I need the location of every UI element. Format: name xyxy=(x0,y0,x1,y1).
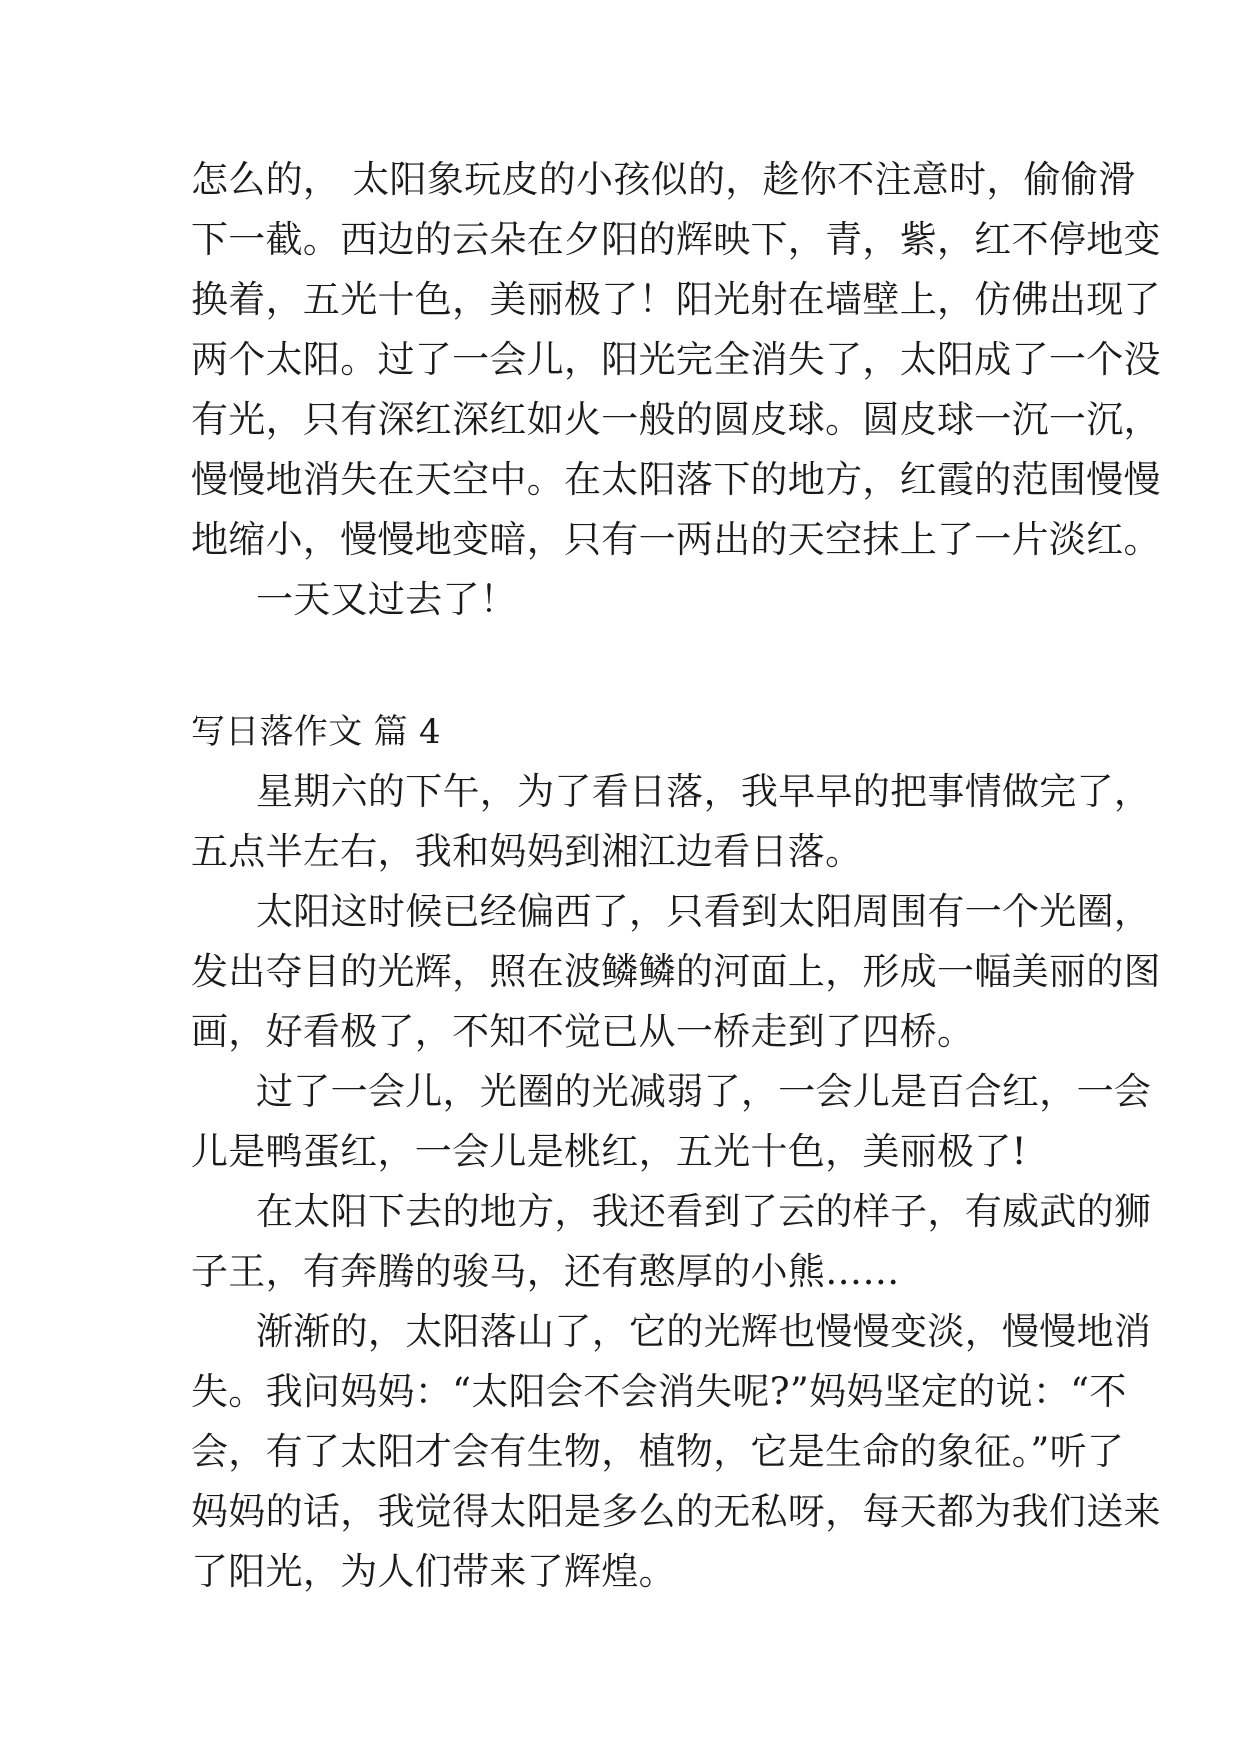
essay-paragraph xyxy=(191,1302,1161,1602)
section-spacer xyxy=(191,630,1061,702)
essay-title: 写日落作文 篇 4 xyxy=(191,712,441,752)
text-line: 子王，有奔腾的骏马，还有憨厚的小熊…… xyxy=(191,1250,900,1293)
text-line: 太阳这时候已经偏西了，只看到太阳周围有一个光圈， xyxy=(256,890,1152,933)
document-page xyxy=(191,150,1161,1602)
text-line: 了阳光，为人们带来了辉煌。 xyxy=(191,1550,676,1593)
text-line: 画，好看极了，不知不觉已从一桥走到了四桥。 xyxy=(191,1010,975,1053)
text-line: 换着，五光十色，美丽极了！阳光射在墙壁上，仿佛出现了 xyxy=(191,278,1161,321)
text-line: 下一截。西边的云朵在夕阳的辉映下，青，紫，红不停地变 xyxy=(191,218,1161,261)
text-line: 发出夺目的光辉，照在波鳞鳞的河面上，形成一幅美丽的图 xyxy=(191,950,1161,993)
text-line: 过了一会儿，光圈的光减弱了，一会儿是百合红，一会 xyxy=(256,1070,1152,1113)
text-line: 有光，只有深红深红如火一般的圆皮球。圆皮球一沉一沉， xyxy=(191,398,1161,441)
text-line: 会，有了太阳才会有生物，植物，它是生命的象征。”听了 xyxy=(191,1430,1125,1473)
essay-paragraph xyxy=(191,762,1152,882)
text-line: 妈妈的话，我觉得太阳是多么的无私呀，每天都为我们送来 xyxy=(191,1490,1161,1533)
text-line: 星期六的下午，为了看日落，我早早的把事情做完了， xyxy=(256,770,1152,813)
text-line: 五点半左右，我和妈妈到湘江边看日落。 xyxy=(191,830,863,873)
essay-paragraph xyxy=(191,1182,1152,1302)
essay-paragraph xyxy=(191,882,1161,1062)
text-line: 在太阳下去的地方，我还看到了云的样子，有威武的狮 xyxy=(256,1190,1152,1233)
text-line: 两个太阳。过了一会儿，阳光完全消失了，太阳成了一个没 xyxy=(191,338,1161,381)
text-line: 儿是鸭蛋红，一会儿是桃红，五光十色，美丽极了! xyxy=(191,1130,1027,1173)
text-line: 失。我问妈妈：“太阳会不会消失呢?”妈妈坚定的说：“不 xyxy=(191,1370,1127,1413)
text-line: 渐渐的，太阳落山了，它的光辉也慢慢变淡，慢慢地消 xyxy=(256,1310,1152,1353)
continued-paragraph xyxy=(191,150,1161,570)
text-line: 怎么的， 太阳象玩皮的小孩似的，趁你不注意时，偷偷滑 xyxy=(191,158,1136,201)
text-line: 慢慢地消失在天空中。在太阳落下的地方，红霞的范围慢慢 xyxy=(191,458,1161,501)
essay-paragraph xyxy=(191,1062,1152,1182)
closing-paragraph xyxy=(191,570,1061,630)
text-line: 地缩小，慢慢地变暗，只有一两出的天空抹上了一片淡红。 xyxy=(191,518,1161,561)
text-line: 一天又过去了！ xyxy=(256,578,518,621)
